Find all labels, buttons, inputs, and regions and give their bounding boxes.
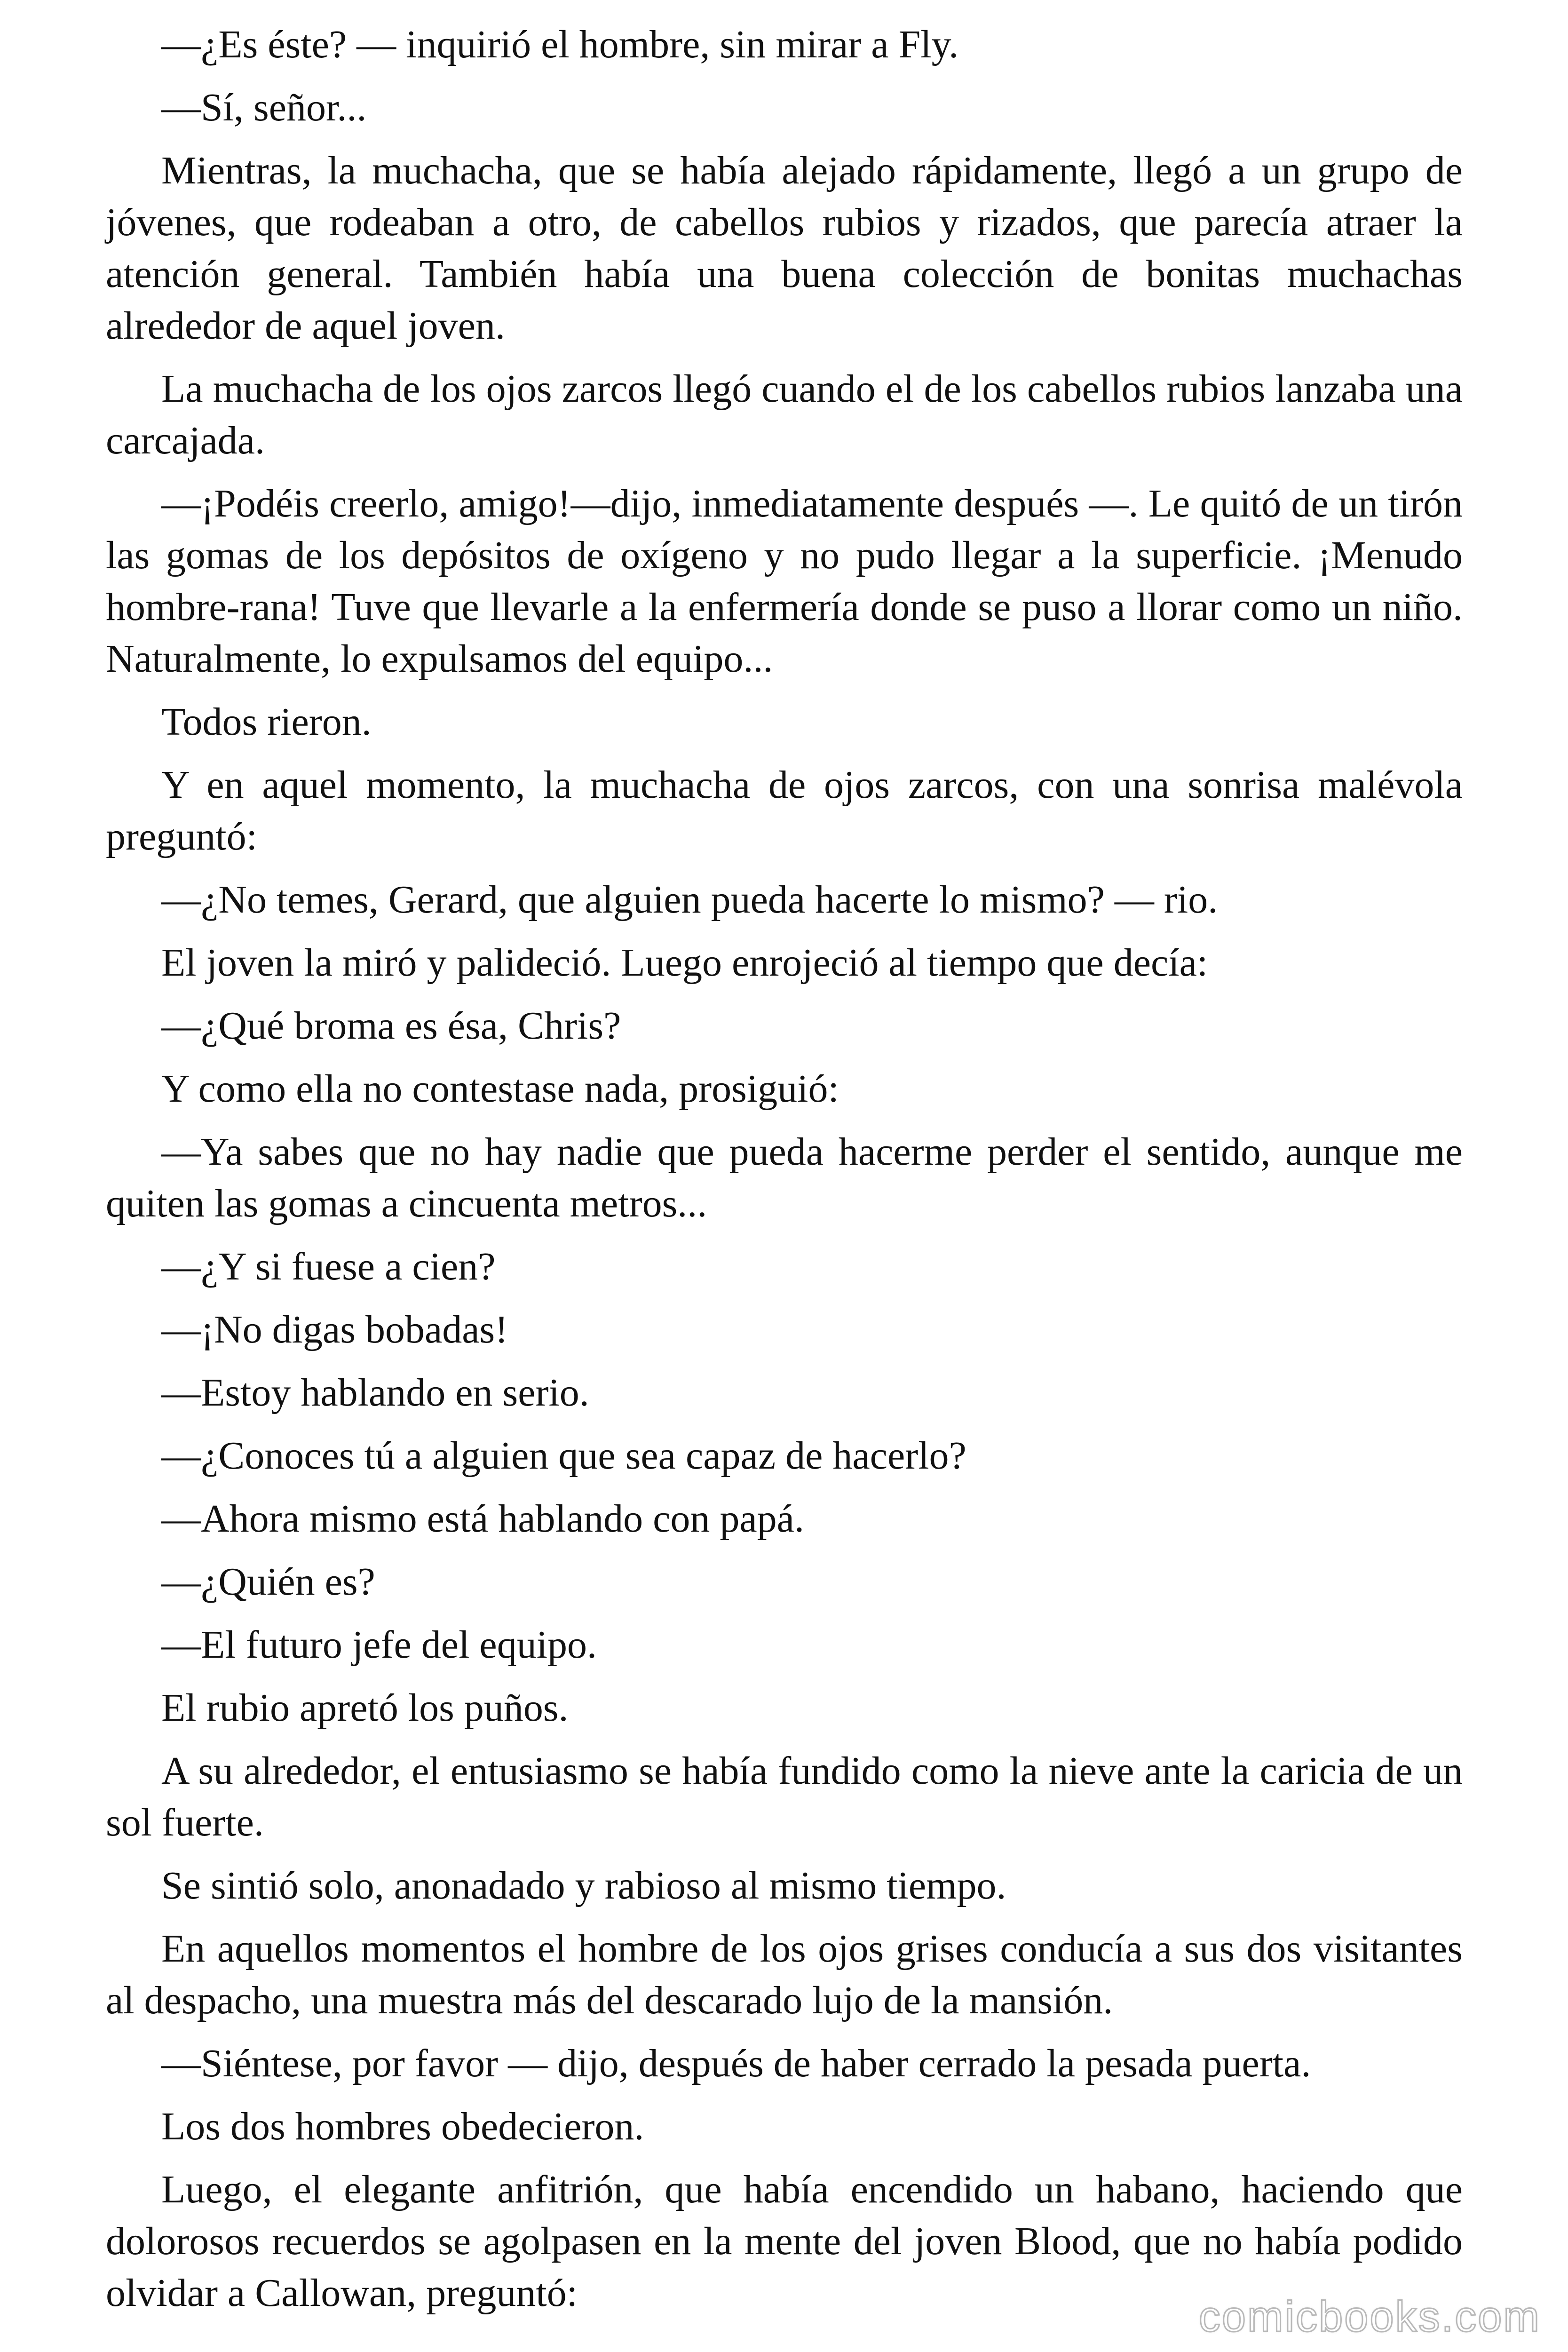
- watermark: comicbooks.com: [1198, 2293, 1541, 2341]
- paragraph: —¡No digas bobadas!: [161, 1308, 508, 1351]
- paragraph: Mientras, la muchacha, que se había alejado rápidamente, llegó a un grupo de jóvenes, que rodeaban a otro, de cabellos rubios y rizados, que parecía atraer la atención general. También había una buena colección de bonitas muchachas alrededor de aquel joven.: [106, 149, 1463, 348]
- paragraph: Luego, el elegante anfitrión, que había encendido un habano, haciendo que dolorosos recuerdos se agolpasen en la mente del joven Blood, que no había podido olvidar a Callowan, preguntó:: [106, 2168, 1463, 2315]
- paragraph: —¿Conoces tú a alguien que sea capaz de hacerlo?: [161, 1434, 966, 1478]
- paragraph: La muchacha de los ojos zarcos llegó cuando el de los cabellos rubios lanzaba una carcajada.: [106, 367, 1463, 462]
- paragraph: —¿Quién es?: [161, 1560, 375, 1604]
- paragraph: Y como ella no contestase nada, prosiguió:: [161, 1067, 839, 1111]
- paragraph: A su alrededor, el entusiasmo se había fundido como la nieve ante la caricia de un sol fuerte.: [106, 1749, 1463, 1844]
- paragraph: Los dos hombres obedecieron.: [161, 2105, 644, 2148]
- paragraph: —¿No temes, Gerard, que alguien pueda hacerte lo mismo? — rio.: [161, 878, 1218, 922]
- paragraph: —Siéntese, por favor — dijo, después de haber cerrado la pesada puerta.: [161, 2042, 1311, 2085]
- paragraph: El rubio apretó los puños.: [161, 1686, 569, 1730]
- paragraph: —¡Podéis creerlo, amigo!—dijo, inmediatamente después —. Le quitó de un tirón las gomas de los depósitos de oxígeno y no pudo llegar a la superficie. ¡Menudo hombre-rana! Tuve que llevarle a la enfermería donde se puso a llorar como un niño. Naturalmente, lo expulsamos del equipo...: [106, 482, 1463, 681]
- paragraph: El joven la miró y palideció. Luego enrojeció al tiempo que decía:: [161, 941, 1208, 985]
- paragraph: —Ahora mismo está hablando con papá.: [161, 1497, 804, 1541]
- paragraph: Todos rieron.: [161, 700, 372, 744]
- paragraph: —Estoy hablando en serio.: [161, 1371, 589, 1414]
- paragraph: —El futuro jefe del equipo.: [161, 1623, 597, 1667]
- paragraph: —¿Y si fuese a cien?: [161, 1245, 496, 1288]
- paragraph: —Ya sabes que no hay nadie que pueda hacerme perder el sentido, aunque me quiten las gomas a cincuenta metros...: [106, 1130, 1463, 1225]
- paragraph: En aquellos momentos el hombre de los ojos grises conducía a sus dos visitantes al despacho, una muestra más del descarado lujo de la mansión.: [106, 1927, 1463, 2022]
- page-body: [106, 19, 1463, 2330]
- paragraph: Se sintió solo, anonadado y rabioso al mismo tiempo.: [161, 1864, 1006, 1907]
- paragraph: —¿Es éste? — inquirió el hombre, sin mirar a Fly.: [161, 23, 959, 66]
- paragraph: —Sí, señor...: [161, 86, 367, 129]
- paragraph: Y en aquel momento, la muchacha de ojos zarcos, con una sonrisa malévola preguntó:: [106, 763, 1463, 858]
- paragraph: —¿Qué broma es ésa, Chris?: [161, 1004, 621, 1048]
